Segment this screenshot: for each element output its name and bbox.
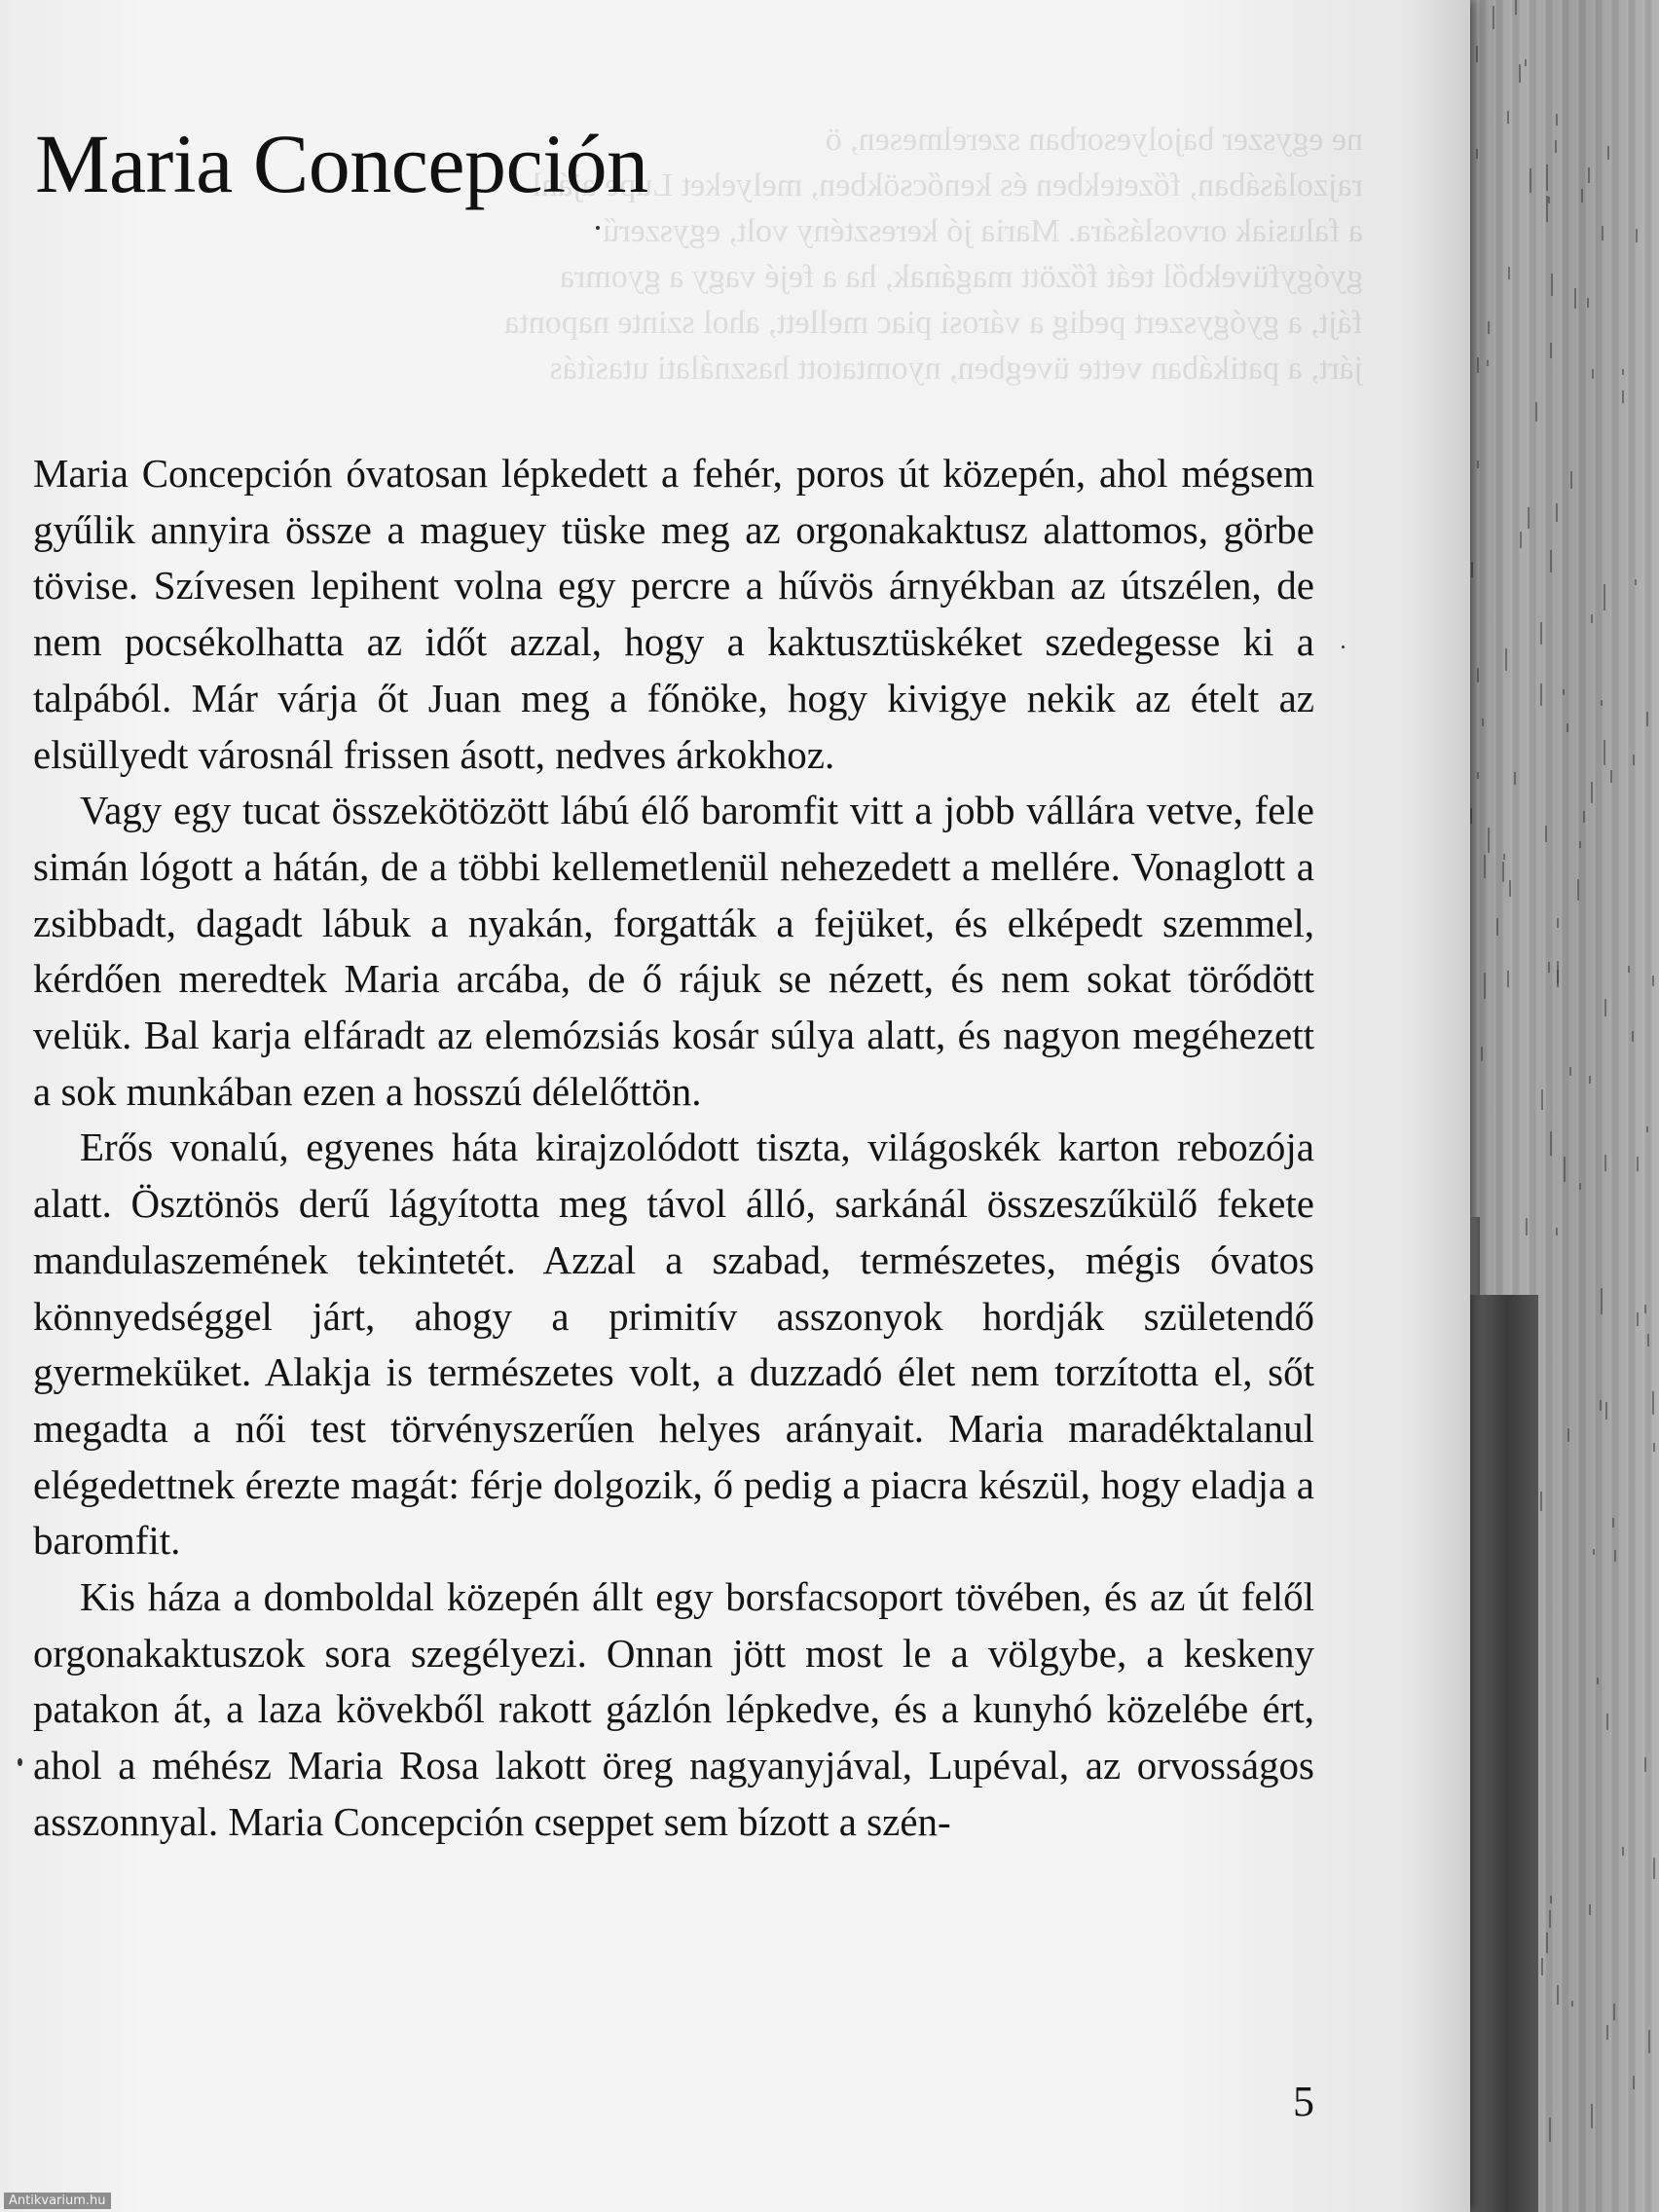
paper-speck — [18, 1758, 22, 1766]
wood-grain-mark — [1545, 826, 1547, 842]
wood-grain-mark — [1637, 1157, 1639, 1171]
wood-grain-mark — [1637, 1312, 1639, 1326]
wood-grain-mark — [1502, 862, 1504, 882]
wood-grain-mark — [1606, 2025, 1608, 2040]
wood-grain-mark — [1604, 584, 1605, 610]
wood-grain-mark — [1484, 855, 1486, 878]
wood-grain-mark — [1644, 1305, 1646, 1313]
wood-grain-mark — [1482, 719, 1484, 726]
wood-grain-mark — [1574, 288, 1576, 309]
bleed-through-line: gyógyfüvekből teát főzött magának, ha a fejé vagy a gyomra — [559, 259, 1363, 295]
wood-grain-mark — [1622, 390, 1624, 403]
wood-grain-mark — [1556, 503, 1558, 522]
wood-grain-mark — [1652, 976, 1654, 986]
wood-grain-mark — [1509, 880, 1511, 897]
bleed-through-line: a falusiak orvoslására. Maria jó keresztény volt, egyszerű — [603, 213, 1363, 249]
bleed-through-line: járt, a patikában vette üvegben, nyomtatott használati utasítás — [549, 350, 1363, 387]
wood-grain-mark — [1569, 1067, 1571, 1076]
wood-grain-mark — [1604, 740, 1605, 765]
wood-grain-mark — [1567, 723, 1568, 732]
wood-grain-mark — [1548, 197, 1550, 203]
wood-grain-mark — [1563, 689, 1565, 695]
paragraph: Erős vonalú, egyenes háta kirajzolódott tiszta, világoskék karton rebozója alatt. Ösztönös derű lágyította meg távol álló, sarkánál összeszűkülő fekete mandulaszemének tekintetét. Azzal a szabad, természetes, mégis óvatos könnyedséggel járt, ahogy a primitív asszonyok hordják születendő gyermeküket. Alakja is természetes volt, a duzzadó élet nem torzította el, sőt megadta a női test törvényszerűen helyes arányait. Maria maradéktalanul elégedettnek érezte magát: férje dolgozik, ő pedig a piacra készül, hogy eladja a baromfit. — [33, 1124, 1314, 1564]
wood-grain-mark — [1520, 532, 1522, 548]
wood-grain-mark — [1549, 1910, 1551, 1928]
wood-grain-mark — [1507, 111, 1509, 124]
wood-grain-mark — [1551, 274, 1553, 296]
wood-grain-mark — [1604, 1155, 1606, 1171]
wood-grain-mark — [1646, 1126, 1648, 1132]
wood-grain-mark — [1546, 196, 1548, 222]
wood-grain-mark — [1589, 1904, 1591, 1915]
wood-grain-mark — [1614, 1550, 1616, 1562]
wood-grain-mark — [1477, 772, 1479, 779]
wood-grain-mark — [1646, 712, 1648, 726]
wood-grain-mark — [1549, 2118, 1551, 2142]
paragraph: Kis háza a domboldal közepén állt egy borsfacsoport tövében, és az út felől orgonakaktuszok sora szegélyezi. Onnan jött most le a völgybe, a keskeny patakon át, a laza kövekből rakott gázlón lépkedve, és a kunyhó közelébe ért, ahol a méhész Maria Rosa lakott öreg nagyanyjával, Lupéval, az orvosságos asszonnyal. Maria Concepción cseppet sem bízott a szén- — [33, 1574, 1314, 1844]
wood-grain-mark — [1579, 1183, 1581, 1190]
wood-grain-mark — [1550, 550, 1552, 572]
paragraph: Maria Concepción óvatosan lépkedett a fehér, poros út közepén, ahol mégsem gyűlik annyira össze a maguey tüske meg az orgonakaktusz alattomos, görbe tövise. Szívesen lepihent volna egy percre a hűvös árnyékban az útszélen, de nem pocsékolhatta az időt azzal, hogy a kaktusztüskéket szedegesse ki a talpából. Már várja őt Juan meg a főnöke, hogy kivigye nekik az ételt az elsüllyedt városnál frissen ásott, nedves árkokhoz. — [33, 451, 1314, 777]
wood-grain-mark — [1601, 700, 1603, 706]
bleed-through-line: rajzolásában, főzetekben és kenőcsökben, melyeket Lupe ajánl — [532, 167, 1363, 203]
wood-grain-mark — [1644, 1757, 1646, 1772]
book-cover-edge — [1460, 1295, 1538, 2212]
wood-grain-mark — [1602, 226, 1604, 240]
wood-grain-mark — [1484, 973, 1486, 999]
wood-grain-mark — [1476, 46, 1478, 62]
wood-grain-mark — [1503, 854, 1505, 860]
wood-grain-mark — [1633, 2076, 1635, 2089]
wood-grain-mark — [1570, 471, 1572, 489]
wood-grain-mark — [1604, 999, 1606, 1016]
wood-grain-mark — [1557, 1985, 1559, 2005]
wood-grain-mark — [1589, 1076, 1591, 1084]
wood-grain-mark — [1597, 1677, 1599, 1684]
wood-grain-mark — [1546, 165, 1548, 191]
wood-grain-mark — [1477, 668, 1479, 682]
wood-grain-mark — [1476, 149, 1478, 159]
wood-grain-mark — [1493, 6, 1494, 29]
wood-grain-mark — [1525, 59, 1527, 66]
wood-grain-mark — [1606, 1714, 1608, 1730]
wood-grain-mark — [1477, 357, 1479, 373]
wood-grain-mark — [1581, 189, 1583, 203]
wood-grain-mark — [1519, 64, 1521, 83]
wood-grain-mark — [1555, 140, 1557, 153]
wood-grain-mark — [1592, 369, 1594, 379]
wood-grain-mark — [1607, 146, 1609, 160]
wood-grain-mark — [1540, 622, 1542, 645]
wood-grain-mark — [1633, 755, 1635, 765]
wood-grain-mark — [1591, 2104, 1593, 2128]
wood-grain-mark — [1564, 1157, 1566, 1182]
wood-grain-mark — [1557, 918, 1559, 928]
wood-grain-mark — [1535, 402, 1537, 422]
wood-grain-mark — [1550, 343, 1552, 358]
paper-speck — [1342, 645, 1345, 648]
wood-grain-mark — [1622, 1847, 1624, 1856]
wood-grain-mark — [1488, 828, 1490, 853]
chapter-title: Maria Concepción — [35, 117, 648, 210]
wood-grain-mark — [1546, 1933, 1548, 1953]
wood-grain-mark — [1470, 808, 1472, 824]
wood-grain-mark — [1550, 1896, 1552, 1903]
wood-grain-mark — [1471, 562, 1473, 577]
wood-grain-mark — [1487, 360, 1489, 366]
wood-grain-mark — [1515, 0, 1517, 15]
bleed-through-line: fájt, a gyógyszert pedig a városi piac mellett, ahol szinte naponta — [504, 305, 1363, 341]
wood-grain-mark — [1622, 369, 1624, 375]
wood-grain-mark — [1652, 1391, 1654, 1415]
wood-grain-mark — [1583, 811, 1585, 823]
watermark: Antikvarium.hu — [4, 2193, 111, 2209]
wood-grain-mark — [1557, 970, 1559, 987]
wood-grain-mark — [1653, 1858, 1655, 1879]
bleed-through-line: ne egyszer bajolyesorban szerelmesen, ö — [825, 122, 1363, 158]
wood-grain-mark — [1605, 1402, 1607, 1419]
wood-grain-mark — [1540, 683, 1542, 706]
body-text — [33, 446, 1314, 1851]
wood-grain-mark — [1653, 1443, 1655, 1452]
wood-grain-mark — [1648, 2030, 1650, 2053]
wood-grain-mark — [1577, 879, 1579, 901]
wood-grain-mark — [1613, 2004, 1615, 2020]
wood-grain-mark — [1636, 229, 1638, 242]
wood-grain-mark — [1612, 1518, 1614, 1528]
wood-grain-mark — [1556, 1228, 1558, 1235]
wood-grain-mark — [1477, 461, 1479, 468]
wood-grain-mark — [1610, 770, 1612, 783]
page-number: 5 — [1293, 2078, 1314, 2125]
wood-grain-mark — [1591, 614, 1593, 623]
wood-grain-mark — [1481, 1047, 1483, 1061]
wood-grain-mark — [1632, 1031, 1634, 1042]
wood-grain-mark — [1541, 1958, 1543, 1975]
wood-grain-mark — [1600, 1400, 1602, 1411]
wood-grain-mark — [1588, 167, 1590, 183]
wood-grain-mark — [1647, 1334, 1649, 1346]
wood-grain-mark — [1579, 841, 1581, 848]
wood-grain-mark — [1507, 971, 1509, 987]
wood-grain-mark — [1571, 2001, 1573, 2007]
wood-grain-mark — [1541, 1089, 1543, 1110]
wood-grain-mark — [1528, 507, 1530, 529]
wood-grain-mark — [1587, 298, 1589, 308]
wood-grain-mark — [1505, 648, 1507, 671]
wood-grain-mark — [1550, 1131, 1552, 1156]
wood-grain-mark — [1635, 579, 1637, 585]
wood-grain-mark — [1488, 321, 1490, 334]
wood-grain-mark — [1628, 966, 1630, 973]
wood-grain-mark — [1593, 1549, 1595, 1555]
wood-grain-mark — [1514, 772, 1516, 785]
wood-grain-mark — [1526, 1218, 1528, 1235]
wood-grain-mark — [1548, 962, 1550, 973]
wood-grain-mark — [1567, 1428, 1569, 1442]
wood-grain-mark — [1556, 114, 1558, 126]
wood-grain-mark — [1496, 918, 1498, 936]
wood-grain-mark — [1540, 1492, 1542, 1511]
wood-grain-mark — [1530, 168, 1531, 193]
wood-grain-mark — [1508, 267, 1510, 279]
wood-grain-mark — [1591, 782, 1593, 803]
paper-speck — [596, 226, 600, 230]
wood-grain-mark — [1601, 1288, 1603, 1314]
paragraph: Vagy egy tucat összekötözött lábú élő baromfit vitt a jobb vállára vetve, fele simán lógott a hátán, de a többi kellemetlenül nehezedett a mellére. Vonaglott a zsibbadt, dagadt lábuk a nyakán, forgatták a fejüket, és elképedt szemmel, kérdően meredtek Maria arcába, de ő rájuk se nézett, és nem sokat törődött velük. Bal karja elfáradt az elemózsiás kosár súlya alatt, és nagyon megéhezett a sok munkában ezen a hosszú délelőttön. — [33, 788, 1314, 1114]
